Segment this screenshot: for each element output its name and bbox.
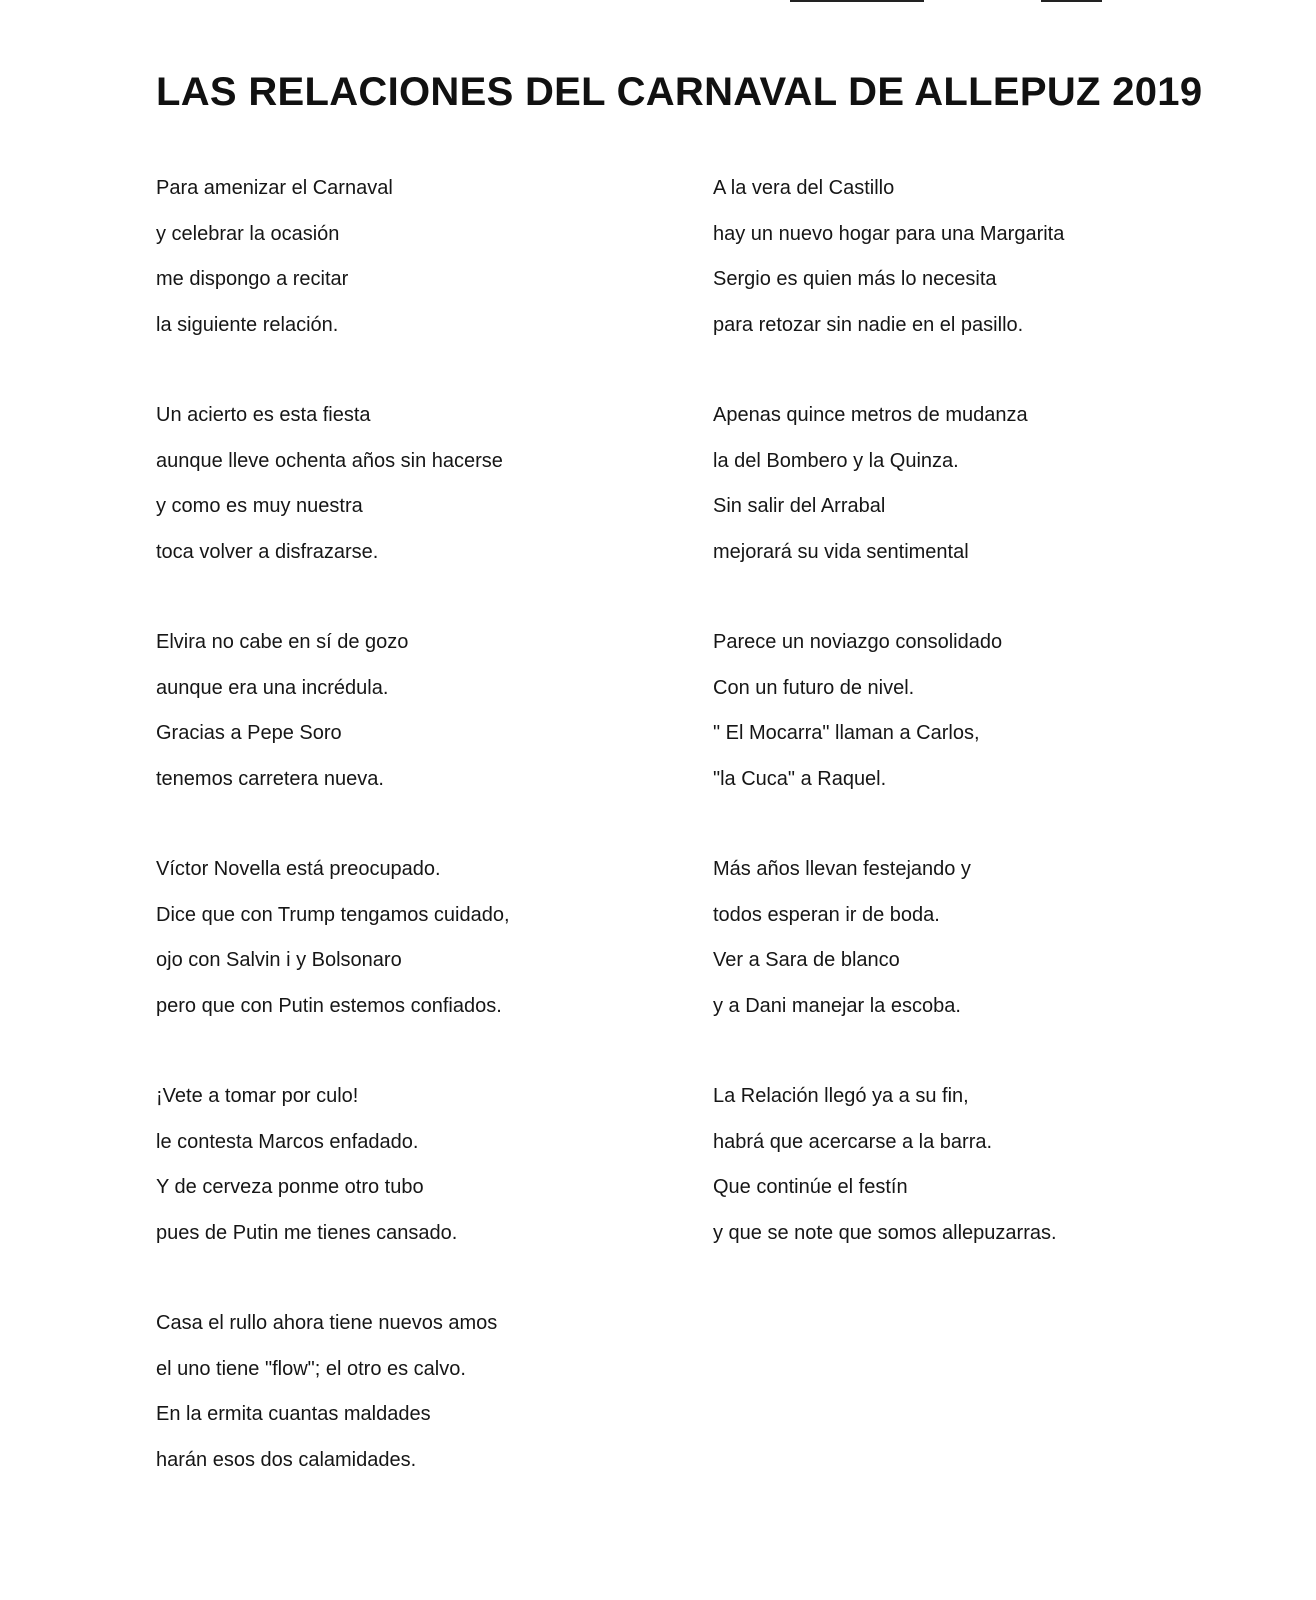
verse-line: Apenas quince metros de mudanza [713,404,1028,426]
verse-line: me dispongo a recitar [156,268,349,290]
verse-line: para retozar sin nadie en el pasillo. [713,313,1024,336]
verse-line: Dice que con Trump tengamos cuidado, [156,903,510,926]
verse-line: mejorará su vida sentimental [713,540,969,563]
verse-line: Un acierto es esta fiesta [156,404,371,426]
verse-line: y como es muy nuestra [156,495,363,517]
poem-column-right [713,173,1213,1308]
verse-line: hay un nuevo hogar para una Margarita [713,222,1065,245]
verse-line: A la vera del Castillo [713,177,895,199]
verse-line: La Relación llegó ya a su fin, [713,1085,969,1107]
stanza [156,854,656,1036]
verse-line: Y de cerveza ponme otro tubo [156,1176,424,1198]
verse-line: aunque lleve ochenta años sin hacerse [156,449,503,472]
stanza [713,627,1213,809]
verse-line: el uno tiene "flow"; el otro es calvo. [156,1357,466,1380]
verse-line: todos esperan ir de boda. [713,903,940,926]
verse-line: Para amenizar el Carnaval [156,177,393,199]
verse-line: la siguiente relación. [156,313,339,336]
verse-line: " El Mocarra" llaman a Carlos, [713,722,980,744]
verse-line: pues de Putin me tienes cansado. [156,1221,458,1244]
verse-line: Con un futuro de nivel. [713,676,915,699]
verse-line: Víctor Novella está preocupado. [156,858,441,880]
stanza [156,627,656,809]
verse-line: pero que con Putin estemos confiados. [156,994,502,1017]
stanza [156,173,656,355]
document-title: LAS RELACIONES DEL CARNAVAL DE ALLEPUZ 2019 [156,70,1203,114]
verse-line: Elvira no cabe en sí de gozo [156,631,409,653]
verse-line: toca volver a disfrazarse. [156,540,379,563]
verse-line: Casa el rullo ahora tiene nuevos amos [156,1312,498,1334]
poem-column-left [156,173,656,1535]
verse-line: habrá que acercarse a la barra. [713,1130,993,1153]
verse-line: Más años llevan festejando y [713,858,971,880]
stanza [156,1081,656,1263]
verse-line: "la Cuca" a Raquel. [713,767,887,790]
verse-line: harán esos dos calamidades. [156,1448,417,1471]
stanza [156,400,656,582]
verse-line: Sergio es quien más lo necesita [713,268,997,290]
top-rule-right [1041,0,1102,2]
verse-line: ¡Vete a tomar por culo! [156,1085,359,1107]
verse-line: Parece un noviazgo consolidado [713,631,1003,653]
verse-line: tenemos carretera nueva. [156,767,384,790]
verse-line: le contesta Marcos enfadado. [156,1130,419,1153]
verse-line: y a Dani manejar la escoba. [713,994,961,1017]
top-rule-left [790,0,924,2]
verse-line: Ver a Sara de blanco [713,949,900,971]
stanza [713,400,1213,582]
verse-line: Que continúe el festín [713,1176,908,1198]
stanza [713,1081,1213,1263]
verse-line: Sin salir del Arrabal [713,495,886,517]
verse-line: aunque era una incrédula. [156,676,389,699]
verse-line: Gracias a Pepe Soro [156,722,342,744]
stanza [713,173,1213,355]
verse-line: la del Bombero y la Quinza. [713,449,959,472]
stanza [156,1308,656,1490]
stanza [713,854,1213,1036]
verse-line: y celebrar la ocasión [156,222,340,245]
verse-line: En la ermita cuantas maldades [156,1403,431,1425]
verse-line: y que se note que somos allepuzarras. [713,1221,1057,1244]
verse-line: ojo con Salvin i y Bolsonaro [156,949,402,971]
